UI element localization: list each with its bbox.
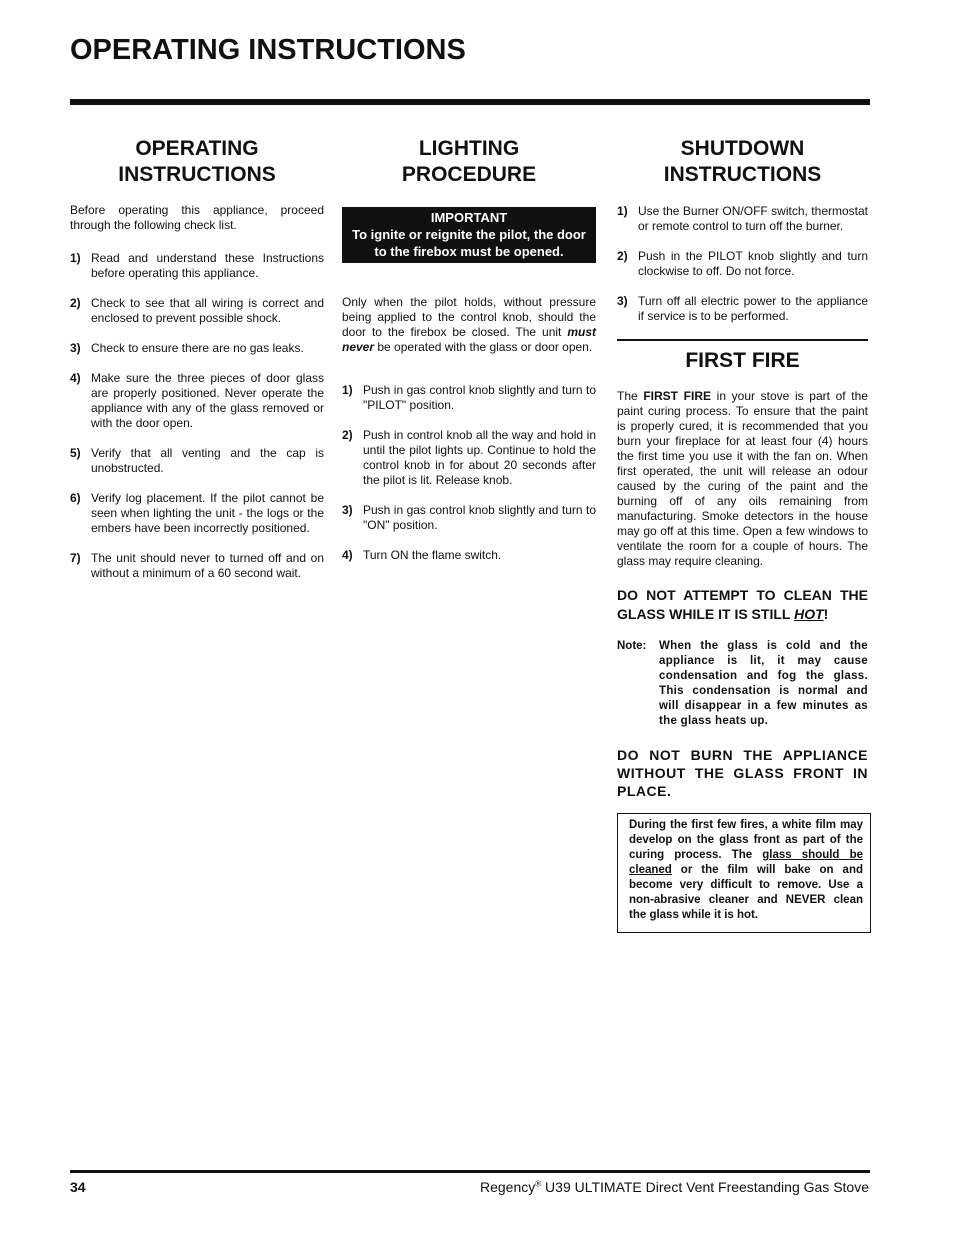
- footer-brand: Regency: [479, 1179, 536, 1195]
- shutdown-heading: SHUTDOWN INSTRUCTIONS: [663, 137, 822, 186]
- registered-mark: ®: [535, 1179, 542, 1189]
- step-text: The unit should never to turned off and on without a minimum of a 60 second wait.: [91, 551, 324, 580]
- pilot-note-after: be operated with the glass or door open.: [377, 340, 593, 354]
- step-number: 1): [617, 204, 628, 218]
- step-text: Push in gas control knob slightly and turn to "PILOT" position.: [363, 383, 596, 412]
- footer-product: U39 ULTIMATE Direct Vent Freestanding Gas Stove: [545, 1179, 869, 1195]
- shutdown-step: [617, 249, 868, 279]
- step-text: Check to see that all wiring is correct and enclosed to prevent possible shock.: [91, 296, 324, 325]
- film-text-pre: During the first few fires, a white film may develop on the glass front as part of the curing process. The: [629, 819, 863, 861]
- shutdown-column: [617, 136, 868, 933]
- step-text: Push in gas control knob slightly and turn to "ON" position.: [363, 503, 596, 532]
- checklist-item: [70, 371, 324, 431]
- step-text: Push in control knob all the way and hold in until the pilot lights up. Continue to hold the control knob in for about 20 seconds after the pilot is lit. Release knob.: [363, 428, 596, 487]
- step-number: 2): [342, 428, 353, 442]
- step-number: 5): [70, 446, 81, 460]
- step-text: Verify log placement. If the pilot cannot be seen when lighting the unit - the logs or the embers have been incorrectly positioned.: [91, 491, 324, 535]
- lighting-step: [342, 383, 596, 413]
- step-text: Read and understand these Instructions before operating this appliance.: [91, 251, 324, 280]
- operating-intro: Before operating this appliance, proceed through the following check list.: [70, 203, 324, 232]
- step-text: Use the Burner ON/OFF switch, thermostat or remote control to turn off the burner.: [638, 204, 868, 233]
- step-number: 3): [617, 294, 628, 308]
- shutdown-steps: [617, 204, 868, 324]
- shutdown-step: [617, 204, 868, 234]
- lighting-heading: LIGHTING PROCEDURE: [401, 137, 537, 186]
- step-number: 4): [70, 371, 81, 385]
- lighting-step: [342, 548, 596, 563]
- step-number: 2): [617, 249, 628, 263]
- first-fire-text-bold: FIRST FIRE: [643, 389, 711, 403]
- film-text-underline: glass should be cleaned: [629, 849, 863, 876]
- pilot-note-before: Only when the pilot holds, without pressure being applied to the control knob, should the door to the firebox be closed. The unit: [342, 295, 596, 339]
- step-number: 3): [342, 503, 353, 517]
- important-text: To ignite or reignite the pilot, the door to the firebox must be opened.: [352, 227, 586, 259]
- lighting-step: [342, 428, 596, 488]
- note-body: When the glass is cold and the appliance is lit, it may cause condensation and fog the glass. This condensation is normal and will disappear in a few minutes as the glass heats up.: [659, 640, 868, 727]
- operating-checklist: [70, 251, 324, 581]
- operating-column: [70, 136, 324, 596]
- first-fire-text-post: in your stove is part of the paint curing process. To ensure that the paint is properly cured, it is recommended that you burn your fireplace for at least four (4) hours the first time you use it with the fan on. When first operated, the unit will release an odour caused by the curing of the paint and the burning off of any oils remaining from manufacturing. Smoke detectors in the house may go off at this time. Open a few windows to ventilate the room for a couple of hours. The glass may require cleaning.: [617, 389, 868, 568]
- page-number: 34: [70, 1179, 86, 1195]
- pilot-note: [342, 295, 596, 355]
- footer-product-title: [480, 1179, 869, 1195]
- step-number: 1): [70, 251, 81, 265]
- hot-warning-punct: !: [823, 606, 829, 622]
- step-text: Turn off all electric power to the appliance if service is to be performed.: [638, 294, 868, 323]
- hot-glass-warning: [617, 586, 868, 624]
- step-text: Turn ON the flame switch.: [363, 548, 502, 562]
- important-callout: [342, 207, 596, 263]
- step-text: Check to ensure there are no gas leaks.: [91, 341, 304, 355]
- step-text: Make sure the three pieces of door glass are properly positioned. Never operate the appliance with any of the glass removed or with the door open.: [91, 371, 324, 430]
- first-fire-text-pre: The: [617, 389, 638, 403]
- step-number: 1): [342, 383, 353, 397]
- first-fire-paragraph: [617, 389, 868, 569]
- lighting-step: [342, 503, 596, 533]
- hot-warning-emphasis: HOT: [794, 606, 824, 622]
- important-label: IMPORTANT: [430, 210, 508, 225]
- lighting-column: [342, 136, 596, 578]
- step-number: 2): [70, 296, 81, 310]
- hot-warning-text: DO NOT ATTEMPT TO CLEAN THE GLASS WHILE IT IS STILL: [617, 587, 868, 622]
- step-number: 4): [342, 548, 353, 562]
- step-text: Verify that all venting and the cap is unobstructed.: [91, 446, 324, 475]
- checklist-item: [70, 341, 324, 356]
- top-rule: [70, 99, 870, 105]
- bottom-rule: [70, 1170, 870, 1173]
- lighting-steps: [342, 383, 596, 563]
- step-number: 6): [70, 491, 81, 505]
- checklist-item: [70, 446, 324, 476]
- step-text: Push in the PILOT knob slightly and turn clockwise to off. Do not force.: [638, 249, 868, 278]
- note-label: Note:: [617, 640, 647, 652]
- condensation-note: [617, 639, 868, 729]
- shutdown-step: [617, 294, 868, 324]
- step-number: 7): [70, 551, 81, 565]
- film-text-post: or the film will bake on and become very difficult to remove. Use a non-abrasive cleaner and NEVER clean the glass while it is hot.: [629, 864, 863, 921]
- white-film-callout: [617, 813, 871, 933]
- checklist-item: [70, 251, 324, 281]
- operating-heading: OPERATING INSTRUCTIONS: [118, 137, 276, 186]
- pilot-note-emphasis: must never: [342, 325, 596, 354]
- checklist-item: [70, 491, 324, 536]
- checklist-item: [70, 296, 324, 326]
- section-divider: [617, 339, 868, 341]
- checklist-item: [70, 551, 324, 581]
- step-number: 3): [70, 341, 81, 355]
- glass-front-warning: DO NOT BURN THE APPLIANCE WITHOUT THE GLASS FRONT IN PLACE.: [617, 747, 868, 799]
- first-fire-heading: FIRST FIRE: [685, 349, 800, 372]
- page-title: OPERATING INSTRUCTIONS: [70, 34, 466, 66]
